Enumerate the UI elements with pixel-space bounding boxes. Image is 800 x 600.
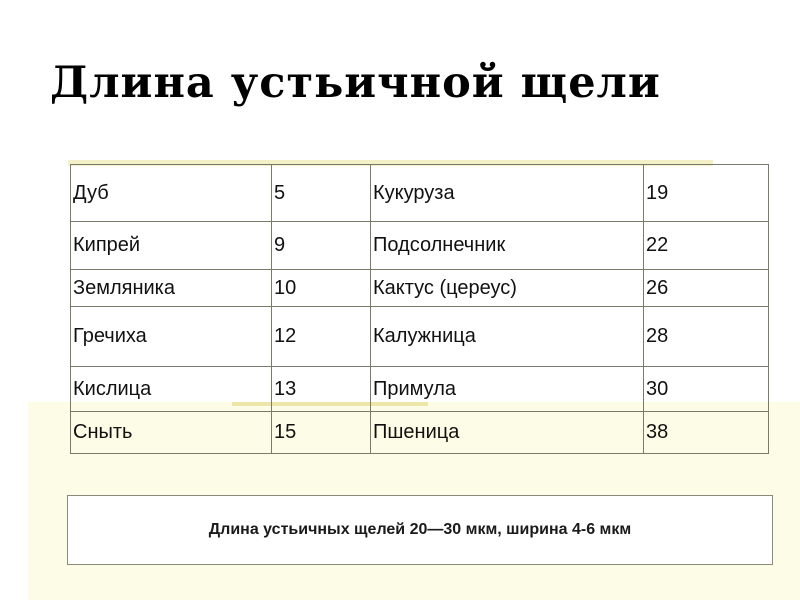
plant-name-cell: Земляника <box>71 270 272 307</box>
plant-name-cell: Подсолнечник <box>371 222 644 270</box>
table-row <box>71 412 769 454</box>
plant-name-cell: Гречиха <box>71 307 272 367</box>
slide-title: Длина устьичной щели <box>50 58 661 108</box>
table-row <box>71 307 769 367</box>
value-cell: 5 <box>272 165 371 222</box>
plant-name-cell: Примула <box>371 367 644 412</box>
value-cell: 22 <box>644 222 769 270</box>
value-cell: 28 <box>644 307 769 367</box>
plant-name-cell: Кактус (цереус) <box>371 270 644 307</box>
plant-name-cell: Сныть <box>71 412 272 454</box>
value-cell: 30 <box>644 367 769 412</box>
value-cell: 19 <box>644 165 769 222</box>
caption-box <box>67 495 773 565</box>
table-row <box>71 367 769 412</box>
value-cell: 15 <box>272 412 371 454</box>
data-table <box>70 164 769 454</box>
plant-name-cell: Дуб <box>71 165 272 222</box>
value-cell: 38 <box>644 412 769 454</box>
value-cell: 9 <box>272 222 371 270</box>
value-cell: 12 <box>272 307 371 367</box>
plant-name-cell: Пшеница <box>371 412 644 454</box>
value-cell: 26 <box>644 270 769 307</box>
caption-text: Длина устьичных щелей 20—30 мкм, ширина 4-6 мкм <box>208 521 632 538</box>
plant-name-cell: Кислица <box>71 367 272 412</box>
plant-name-cell: Калужница <box>371 307 644 367</box>
plant-name-cell: Кукуруза <box>371 165 644 222</box>
table-row <box>71 165 769 222</box>
table-row <box>71 270 769 307</box>
value-cell: 13 <box>272 367 371 412</box>
plant-name-cell: Кипрей <box>71 222 272 270</box>
data-table-container <box>70 164 769 454</box>
value-cell: 10 <box>272 270 371 307</box>
table-row <box>71 222 769 270</box>
